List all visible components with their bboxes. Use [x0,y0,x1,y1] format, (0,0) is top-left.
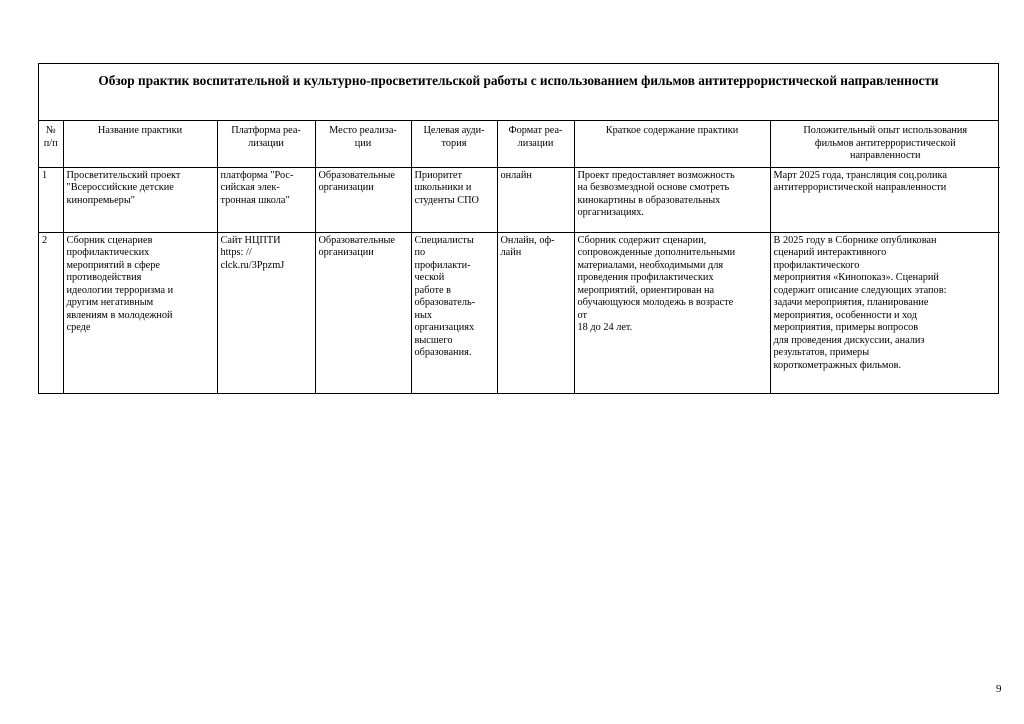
cell-location: Образовательные организации [315,167,411,232]
header-summary: Краткое содержание практики [574,121,770,167]
table-row [39,232,1000,393]
header-positive-experience: Положительный опыт использования фильмов антитеррористической направленности [770,121,1000,167]
cell-format: онлайн [497,167,574,232]
table-row [39,167,1000,232]
cell-summary: Проект предоставляет возможность на безвозмездной основе смотреть кинокартины в образовательных оргагнизациях. [574,167,770,232]
cell-platform: платформа "Рос- сийская элек- тронная школа" [217,167,315,232]
cell-summary: Сборник содержит сценарии, сопровожденные дополнительными материалами, необходимыми для проведения профилактических мероприятий, ориентирован на обучающуюся молодежь в возрасте от 18 до 24 лет. [574,232,770,393]
header-audience: Целевая ауди- тория [411,121,497,167]
cell-audience: Специалисты по профилакти- ческой работе в образователь- ных организациях высшего образования. [411,232,497,393]
cell-positive-experience: Март 2025 года, трансляция соц.ролика антитеррористической направленности [770,167,1000,232]
title-row [39,64,998,121]
cell-platform: Сайт НЦПТИ https: // clck.ru/3PpzmJ [217,232,315,393]
header-platform: Платформа реа- лизации [217,121,315,167]
cell-practice-name: Сборник сценариев профилактических мероприятий в сфере противодействия идеологии терроризма и другим негативным явлениям в молодежной среде [63,232,217,393]
header-location: Место реализа- ции [315,121,411,167]
cell-number: 2 [39,232,63,393]
cell-positive-experience: В 2025 году в Сборнике опубликован сценарий интерактивного профилактического мероприятия «Кинопоказ». Сценарий содержит описание следующих этапов: задачи мероприятия, планирование мероприятия, особенности и ход мероприятия, примеры вопросов для проведения дискуссии, анализ результатов, примеры короткометражных фильмов. [770,232,1000,393]
cell-practice-name: Просветительский проект "Всероссийские детские кинопремьеры" [63,167,217,232]
practices-table [39,121,1000,393]
header-practice-name: Название практики [63,121,217,167]
table-header-row [39,121,1000,167]
cell-format: Онлайн, оф- лайн [497,232,574,393]
header-number: № п/п [39,121,63,167]
cell-audience: Приоритет школьники и студенты СПО [411,167,497,232]
cell-location: Образовательные организации [315,232,411,393]
page-number: 9 [996,683,1002,695]
cell-number: 1 [39,167,63,232]
header-format: Формат реа- лизации [497,121,574,167]
document-title: Обзор практик воспитательной и культурно-просветительской работы с использованием фильмов антитеррористической направленности [98,73,939,88]
practices-table-frame [38,63,999,394]
